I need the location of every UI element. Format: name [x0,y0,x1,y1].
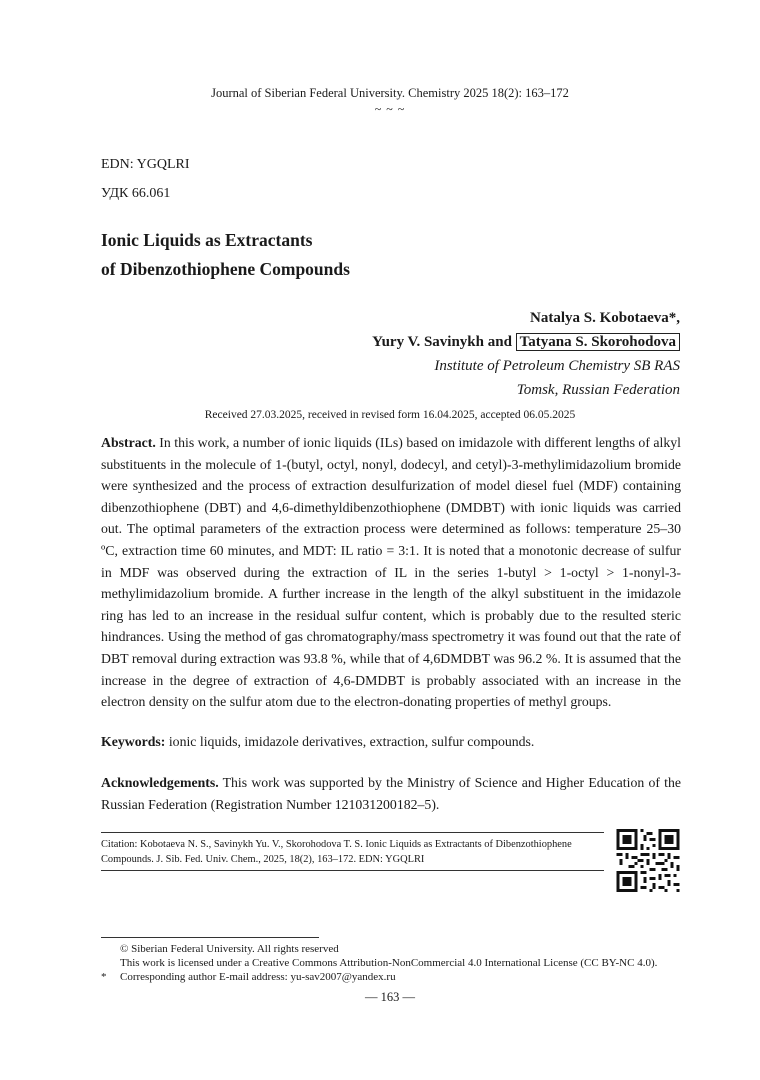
header-ornament: ~ ~ ~ [374,102,406,116]
acknowledgements-label: Acknowledgements. [101,775,219,790]
keywords [101,731,681,753]
title-line-2: of Dibenzothiophene Compounds [101,259,350,279]
abstract [101,432,681,713]
paper-title [101,226,661,284]
author-block [120,306,680,402]
citation-rule-top [101,832,604,833]
edn-id: EDN: YGQLRI [101,157,190,172]
author-line-1: Natalya S. Kobotaeva*, [530,310,680,326]
udk-id: УДК 66.061 [101,186,171,201]
footnote-corresponding [101,970,701,984]
footnote-license [101,956,701,970]
author-names: Yury V. Savinykh and [372,334,512,350]
copyright-text: © Siberian Federal University. All rights reserved [120,943,339,955]
keywords-label: Keywords: [101,734,166,749]
footnote-copyright [101,942,701,956]
received-dates: Received 27.03.2025, received in revised form 16.04.2025, accepted 06.05.2025 [204,409,576,421]
abstract-label: Abstract. [101,435,156,450]
acknowledgements-text: This work was supported by the Ministry of Science and Higher Education of the Russian Federation (Registration Number 121031200182–5). [101,775,681,812]
journal-header: Journal of Siberian Federal University. Chemistry 2025 18(2): 163–172 [211,86,569,100]
qr-code-icon [615,829,681,892]
author-highlighted: Tatyana S. Skorohodova [516,333,680,351]
corresponding-email: Corresponding author E-mail address: yu-sav2007@yandex.ru [120,971,396,983]
title-line-1: Ionic Liquids as Extractants [101,230,313,250]
keywords-text: ionic liquids, imidazole derivatives, extraction, sulfur compounds. [165,734,535,749]
affiliation: Institute of Petroleum Chemistry SB RAS [434,358,680,374]
acknowledgements [101,772,681,815]
abstract-text: In this work, a number of ionic liquids (ILs) based on imidazole with different lengths of alkyl substituents in the molecule of 1-(butyl, octyl, nonyl, dodecyl, and cetyl)-3-methylimidazolium bromide were synthesized and the process of extraction desulfurization of model diesel fuel (MDF) containing dibenzothiophene (DBT) and 4,6-dimethyldibenzothiophene (DMDBT) with ionic liquids was carried out. The optimal parameters of the extraction process were determined as follows: temperature 25–30 ºC, extraction time 60 minutes, and MDT: IL ratio = 3:1. It is noted that a monotonic decrease of sulfur in MDF was observed during the extraction of IL in the series 1-butyl > 1-octyl > 1-nonyl-3-methylimidazolium bromide. A further increase in the length of the alkyl substituent in the imidazole ring has led to an increase in the residual sulfur content, which is probably due to the resulted steric hindrances. Using the method of gas chromatography/mass spectrometry it was found out that the rate of DBT removal during extraction was 93.8 %, while that of 4,6DMDBT was 96.2 %. It is assumed that the increase in the degree of extraction of 4,6-DMDBT is probably associated with an increase in the electron density on the sulfur atom due to the electron-donating properties of methyl groups. [101,435,681,710]
citation-rule-bottom [101,870,604,871]
page-number: — 163 — [365,990,415,1004]
corresponding-mark: * [101,971,107,983]
license-text: This work is licensed under a Creative Commons Attribution-NonCommercial 4.0 International License (CC BY-NC 4.0). [120,957,658,969]
location: Tomsk, Russian Federation [516,382,680,398]
citation: Citation: Kobotaeva N. S., Savinykh Yu. V., Skorohodova T. S. Ionic Liquids as Extractants of Dibenzothiophene Compounds. J. Sib. Fed. Univ. Chem., 2025, 18(2), 163–172. EDN: YGQLRI [101,839,572,865]
footnote-rule [101,937,319,938]
author-line-2 [120,330,680,354]
